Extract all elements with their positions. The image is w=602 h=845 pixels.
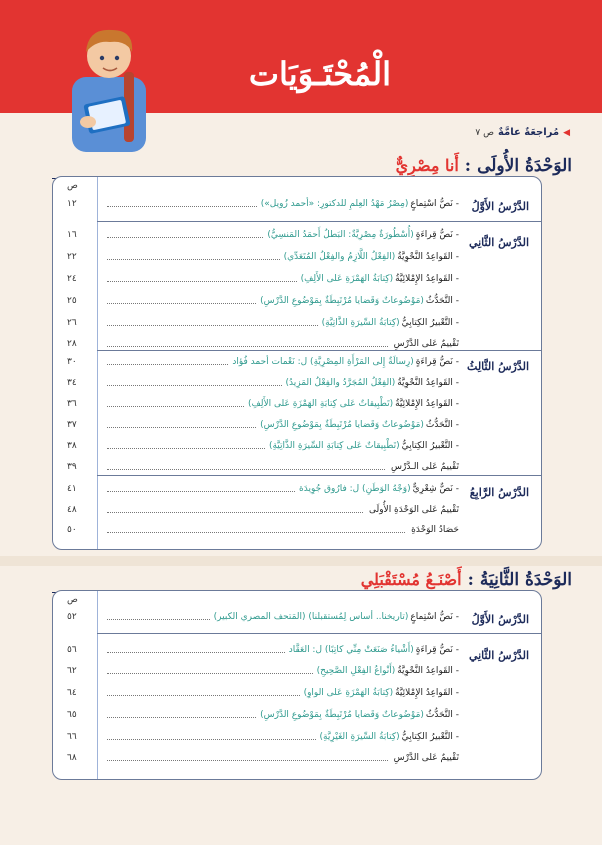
toc-entry[interactable]: - القَواعِدُ النَّحْوِيَّةُ (أَنْواعُ الفِعْلِ الصَّحِيحِ) [103,664,459,678]
entry-page: ٣٤ [67,378,77,388]
triangle-left-icon: ◀ [563,127,570,138]
entry-page: ٣٧ [67,420,77,430]
entry-page: ٥٢ [67,612,77,622]
unit-2-contents [52,590,542,780]
lesson-4-label: الدَّرْسُ الرَّابِعُ [469,486,529,499]
page-title: الْمُحْتَـوَيَات [248,55,392,93]
toc-entry[interactable]: حَصَادُ الوَحْدَةِ [103,523,459,537]
toc-entry[interactable]: - القَواعِدُ الإِمْلائِيَّةُ (كِتابَةُ الهَمْزَةِ عَلى الأَلِفِ) [103,272,459,286]
toc-entry[interactable]: - نَصٌّ شِعْرِيٌّ (وَجْهُ الوَطَنِ) ل: فارُوق جُوِيدَة [103,482,459,496]
section-band [0,556,602,566]
lesson-separator [97,350,541,351]
review-page: ص ٧ [475,127,494,138]
toc-entry[interactable]: - نَصُّ اسْتِماعٍ (تاريخنا.. أساس لِمُستقبلنا) (المَتحف المصري الكبير) [103,610,459,624]
toc-entry[interactable]: - التَّحَدُّثُ (مَوْضُوعاتٌ وَقَضايا مُرْتَبِطَةٌ بِمَوْضُوعِ الدَّرْسِ) [103,294,459,308]
toc-entry[interactable]: تَقْييمٌ عَلى الوَحْدَةِ الأُولَى [103,503,459,517]
toc-entry[interactable]: - القَواعِدُ النَّحْوِيَّةُ (الفِعْلُ اللَّازِمُ والفِعْلُ المُتَعَدِّي) [103,250,459,264]
toc-entry[interactable]: - التَّعْبيرُ الكِتابِيُّ (تَطْبِيقاتٌ عَلى كِتابَةِ السِّيرَةِ الذَّاتِيَّةِ) [103,439,459,453]
unit-2-name: الوَحْدَةُ الثَّانِيَةُ [479,570,572,590]
unit-2-theme: أَصْنَـعُ مُسْتَقْبَلِي [360,570,462,589]
unit-1-name: الوَحْدَةُ الأُولَى [477,156,572,176]
entry-page: ٢٢ [67,252,77,262]
page-column-header: ص [67,595,78,605]
page-column-divider [97,591,98,779]
toc-entry[interactable]: - التَّحَدُّثُ (مَوْضُوعاتٌ وَقَضايا مُرْتَبِطَةٌ بِمَوْضُوعِ الدَّرْسِ) [103,708,459,722]
entry-page: ٥٦ [67,645,77,655]
toc-entry[interactable]: - القَواعِدُ الإِمْلائِيَّةُ (كِتابَةُ الهَمْزَةِ عَلى الواوِ) [103,686,459,700]
entry-page: ١٦ [67,230,77,240]
entry-page: ٢٤ [67,274,77,284]
lesson-separator [97,633,541,634]
entry-page: ٣٩ [67,462,77,472]
entry-page: ٥٠ [67,525,77,535]
lesson-2-label: الدَّرْسُ الثَّانِي [468,649,529,662]
general-review-link[interactable] [475,127,570,138]
lesson-1-label: الدَّرْسُ الأَوَّلُ [471,200,529,213]
toc-entry[interactable]: - التَّعْبيرُ الكِتابِيُّ (كِتابَةُ السِّيرَةِ الذَّاتِيَّةِ) [103,316,459,330]
toc-entry[interactable]: - نَصُّ قِراءَةٍ (أُسْطُورَةٌ مِصْرِيَّةٌ: البَطلُ أَحمَدُ المَنسِيُّ) [103,228,459,242]
toc-entry[interactable]: - التَّعْبيرُ الكِتابِيُّ (كِتابَةُ السِّيرَةِ الغَيْرِيَّةِ) [103,730,459,744]
entry-page: ٦٥ [67,710,77,720]
toc-entry[interactable]: - نَصُّ قِراءَةٍ (رِسالَةٌ إِلى المَرْأَةِ المِصْرِيَّةِ) ل: نَعْمات أحمد فُؤاد [103,355,459,369]
entry-page: ٦٢ [67,666,77,676]
toc-entry[interactable]: تَقْييمٌ عَلى الدَّرْسِ [103,751,459,765]
unit-1-theme: أَنا مِصْرِيٌّ [395,156,459,175]
entry-page: ٣٠ [67,357,77,367]
toc-entry[interactable]: - التَّحَدُّثُ (مَوْضُوعاتٌ وَقَضايا مُرْتَبِطَةٌ بِمَوْضُوعِ الدَّرْسِ) [103,418,459,432]
boy-reading-illustration [66,22,152,152]
toc-entry[interactable]: - نَصُّ اسْتِماعٍ (مِصْرُ مَهْدُ العِلمِ للدكتورِ: «أحمد زُويل») [103,197,459,211]
entry-page: ١٢ [67,199,77,209]
entry-page: ٢٦ [67,318,77,328]
toc-entry[interactable]: - القَواعِدُ النَّحْوِيَّةُ (الفِعْلُ المُجَرَّدُ والفِعْلُ المَزِيدُ) [103,376,459,390]
unit-1-heading: الوَحْدَةُ الأُولَى : أَنا مِصْرِيٌّ [395,156,572,176]
entry-page: ٦٨ [67,753,77,763]
page-column-header: ص [67,181,78,191]
unit-1-contents [52,176,542,550]
entry-page: ٦٤ [67,688,77,698]
toc-entry[interactable]: - نَصُّ قِراءَةٍ (أَشْياءُ صَنَعَتْ مِنِّي كاتِبًا) ل: العَقَّاد [103,643,459,657]
entry-page: ٢٨ [67,339,77,349]
entry-page: ٦٦ [67,732,77,742]
unit-2-heading: الوَحْدَةُ الثَّانِيَةُ : أَصْنَـعُ مُسْتَقْبَلِي [360,570,572,590]
lesson-separator [97,475,541,476]
lesson-separator [97,221,541,222]
toc-entry[interactable]: تَقْييمٌ عَلى الدَّرْسِ [103,337,459,351]
review-label: مُراجعَةٌ عامَّةٌ [497,127,560,138]
toc-entry[interactable]: - القَواعِدُ الإِمْلائِيَّةُ (تَطْبِيقاتٌ عَلى كِتابَةِ الهَمْزَةِ عَلى الأَلِفِ) [103,397,459,411]
page-column-divider [97,177,98,549]
entry-page: ٣٨ [67,441,77,451]
toc-entry[interactable]: تَقْييمٌ عَلى الـدَّرْسِ [103,460,459,474]
entry-page: ٢٥ [67,296,77,306]
lesson-3-label: الدَّرْسُ الثَّالِثُ [467,360,529,373]
lesson-2-label: الدَّرْسُ الثَّانِي [468,236,529,249]
entry-page: ٤١ [67,484,77,494]
lesson-1-label: الدَّرْسُ الأَوَّلُ [471,613,529,626]
entry-page: ٣٦ [67,399,77,409]
entry-page: ٤٨ [67,505,77,515]
